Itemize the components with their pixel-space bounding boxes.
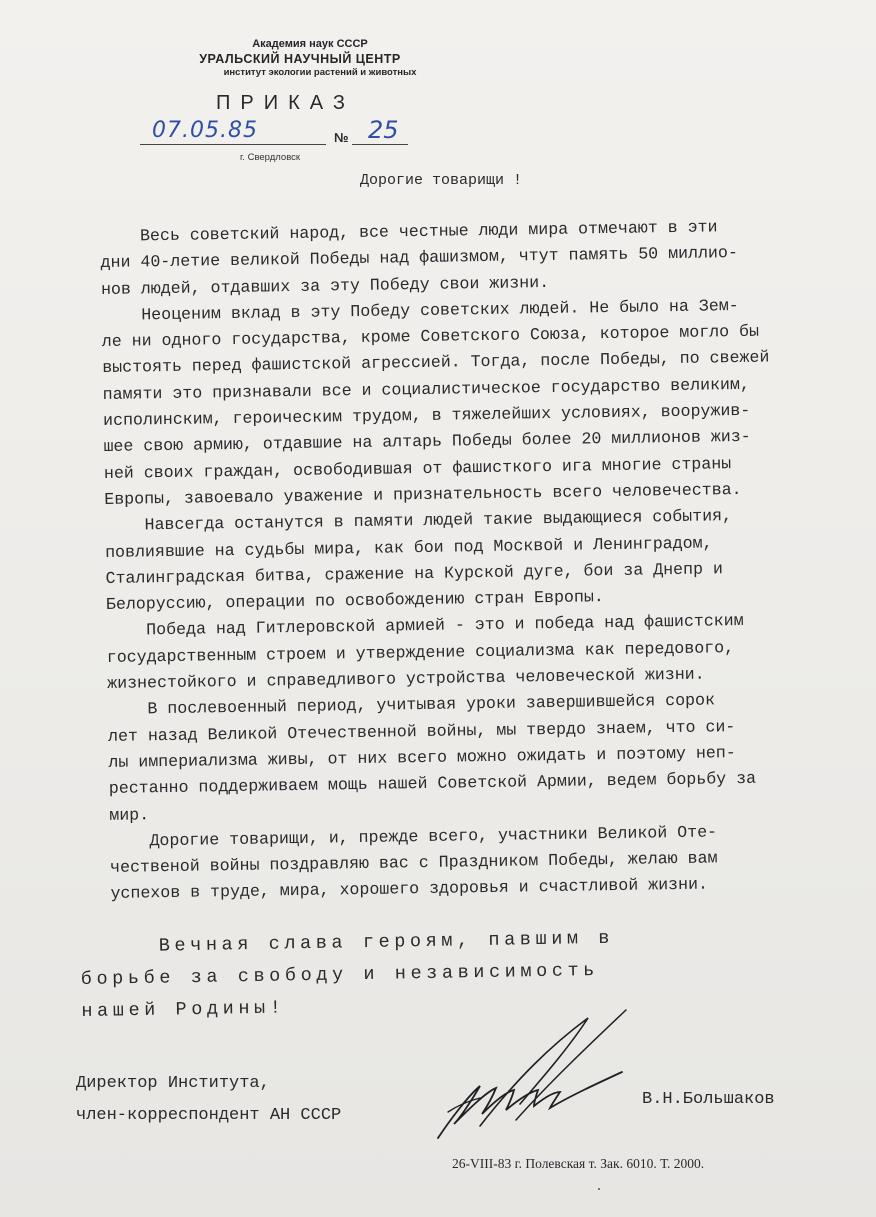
body-line: лы империализма живы, от них всего можно ожидать и поэтому неп- [108, 743, 736, 772]
body-line: ней своих граждан, освободившая от фашисткого ига многие страны [103, 453, 732, 483]
letterhead-academy: Академия наук СССР [252, 38, 368, 50]
body-line: В послевоенный период, учитывая уроки завершившейся сорок [107, 690, 716, 720]
body-line: выстоять перед фашистской агрессией. Тогда, после Победы, по свежей [102, 347, 770, 378]
body-text [100, 213, 841, 908]
body-line: мир. [109, 804, 150, 825]
signatory-position: Директор Института, [76, 1074, 270, 1093]
body-line: дни 40-летие великой Победы над фашизмом, чтут память 50 миллио- [100, 243, 738, 273]
city-line: г. Свердловск [240, 152, 301, 163]
body-line: нов людей, отдавших за эту Победу свои жизни. [100, 272, 550, 299]
signatory-title [76, 1068, 341, 1132]
body-line: исполинским, героическим трудом, в тяжелейших условиях, вооружив- [102, 400, 751, 431]
date-underline [140, 144, 326, 145]
body-line: рестанно поддерживаем мощь нашей Советской Армии, ведем борьбу за [108, 768, 757, 799]
body-line: ле ни одного государства, кроме Советского Союза, которое могло бы [101, 321, 760, 352]
body-line: успехов в труде, мира, хорошего здоровья и счастливой жизни. [110, 874, 709, 904]
letterhead [150, 38, 450, 78]
body-line: чественой войны поздравляю вас с Праздником Победы, желаю вам [109, 848, 718, 878]
letterhead-center: УРАЛЬСКИЙ НАУЧНЫЙ ЦЕНТР [199, 52, 401, 66]
signatory-name: В.Н.Большаков [642, 1090, 775, 1109]
body-line: Весь советский народ, все честные люди мира отмечают в эти [100, 217, 718, 246]
document-type-title: ПРИКАЗ [216, 92, 355, 114]
letterhead-institute: институт экологии растений и животных [223, 67, 417, 78]
body-line: государственным строем и утверждение социализма как передового, [106, 637, 735, 667]
body-line: Белоруссию, операции по освобождению стран Европы. [105, 587, 604, 615]
body-line: Сталинградская битва, сражение на Курской дуге, бои за Днепр и [105, 559, 724, 588]
paper-speck [598, 1188, 600, 1190]
number-label: № [334, 130, 349, 145]
order-date: 07.05.85 [152, 118, 258, 143]
body-line: Неоценим вклад в эту Победу советских людей. Не было на Зем- [101, 295, 739, 325]
closing-line: борьбе за свободу и независимость [80, 959, 600, 990]
body-line: Победа над Гитлеровской армией - это и победа над фашистским [106, 611, 744, 641]
body-line: Навсегда останутся в памяти людей такие выдающиеся события, [104, 506, 733, 536]
body-line: лет назад Великой Отечественной войны, мы твердо знаем, что си- [107, 716, 736, 746]
body-line: повлиявшие на судьбы мира, как бои под Москвой и Ленинградом, [105, 532, 713, 562]
greeting: Дорогие товарищи ! [360, 172, 523, 189]
body-line: памяти это признавали все и социалистическое государство великим, [102, 374, 751, 404]
print-footer: 26-VIII-83 г. Полевская т. Зак. 6010. Т. 2000. [452, 1156, 705, 1171]
closing-line: Вечная слава героям, павшим в [80, 927, 615, 958]
body-line: жизнестойкого и справедливого устройства человеческой жизни. [107, 664, 705, 693]
closing-line: нашей Родины! [81, 997, 286, 1022]
number-underline [352, 144, 408, 145]
handwritten-signature [420, 1000, 650, 1150]
order-number: 25 [368, 116, 399, 144]
body-line: Дорогие товарищи, и, прежде всего, участники Великой Оте- [109, 822, 718, 851]
body-line: Европы, завоевало уважение и признательность всего человечества. [104, 479, 742, 509]
body-line: шее свою армию, отдавшие на алтарь Победы более 20 миллионов жиз- [103, 427, 751, 457]
signatory-rank: член-корреспондент АН СССР [76, 1106, 342, 1125]
